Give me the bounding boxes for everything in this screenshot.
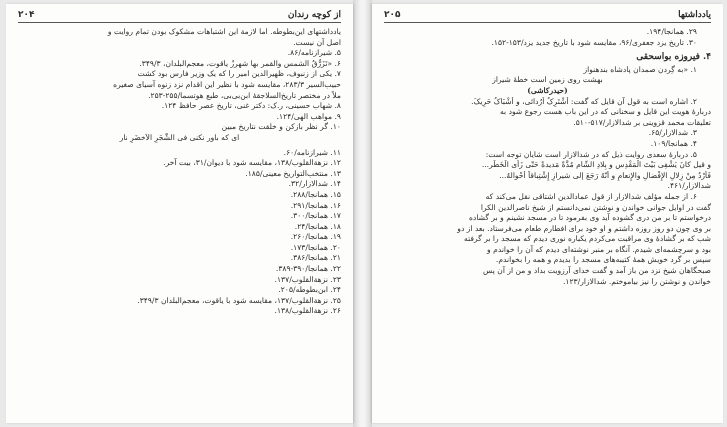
note-line: ۱۴. شدالازار/۳۲.: [288, 179, 341, 189]
note-line: ۱۸. همانجا/۲۴.: [294, 221, 341, 231]
note-line: ۷. یکی از زنبوف، ظهیرالدین امیر را که یک وزیر فارس بود کشت: [137, 69, 341, 79]
note-line: دربارهٔ هویت این قایل و سخنانی که در این باب هست رجوع شود به: [499, 107, 711, 117]
note-line: ۲۲. همانجا/۳۹۰-۳۸۹.: [275, 264, 341, 274]
right-page: [372, 4, 723, 423]
note-line: خواندن و نوشتن را نیز بیاموختم. شدالازار/۱۲۳.: [562, 276, 711, 286]
note-line: (حیدرکاشی): [527, 85, 568, 95]
note-line: ۱۱. شیرازنامه/۶۰.: [283, 147, 341, 157]
note-line: ۳. شدالازار/۶۵.: [648, 128, 697, 138]
left-page-notes: [18, 27, 341, 317]
note-line: و قیل کانَ یَشْفِی بَیْتَ الْمَقْدِس و بِلادِ الشّام مُدَّةً مَدیدةً حَتّی زَأَی الْخَطْر...: [481, 160, 711, 170]
note-line: درخواستم تا بر من دری گشوده آید وی بفرمود تا در مسجد نشینم و بر گشاده: [468, 213, 711, 223]
note-line: ای که باور نکنی فی الشَّجَرِ الاَخضَرِ نار: [119, 132, 240, 142]
note-line: ۱۹. همانجا/۲۶۰.: [290, 232, 341, 242]
note-line: ۲۵. نزهة‌القلوب/۱۳۷، مقایسه شود با یاقوت، معجم‌البلدان ۳۴۹/۳.: [137, 295, 341, 305]
note-line: ۱۷. همانجا/۳۰۰.: [290, 211, 341, 221]
note-line: بود و سرچشمه‌ای شیدم. آنگاه بر منبر نوشته‌ای دیدم که آن را خواندم و: [487, 244, 711, 254]
note-line: ۴. فیروزه بواسحقی: [636, 52, 711, 63]
note-line: ۱۵. همانجا/۲۸۸.: [290, 189, 341, 199]
note-line: ۱۲. نزهة‌القلوب/۱۳۸، مقایسه شود با دیوان/۳۱، بیت آخر.: [163, 158, 341, 168]
note-line: ۸. شهاب حسینی، ر.ک: دکتر غنی، تاریخ عصر حافظ ۱۲۴.: [161, 101, 341, 111]
note-line: ۵. شیرازنامه/۸۶.: [287, 48, 341, 58]
note-line: بهشت روی زمین است خطهٔ شیراز: [492, 75, 603, 85]
note-line: فَأُرْدُ مِنْ زِلالِ الإِفْضالِ والإِنعامِ و أَنّهُ رَجَعَ إلی شیرازِ إِشْتِباقاً أَحْوالهُ...: [499, 170, 711, 180]
note-line: ۱۳. منتخب‌التواریخ معینی/۱۸۵.: [245, 168, 341, 178]
note-line: ۵. دربارهٔ سعدی روایت ذیل که در شدالازار است شایان توجه است:: [485, 149, 697, 159]
note-line: ۲۳. نزهة‌القلوب/۱۳۷.: [274, 274, 341, 284]
note-line: ۶. «تَزَرُّقُ الشمس والقمر بها شهرزُ یاقوت، معجم‌البلدان، ۳۴۹/۳.: [139, 58, 341, 68]
note-line: ۹. مواهب الهی/۱۲۴.: [276, 111, 341, 121]
right-page-number: ۲۰۵: [384, 10, 401, 20]
note-line: شدالازار/۴۶۱.: [667, 181, 711, 191]
note-line: ۲۱. همانجا/۳۸۶.: [290, 253, 341, 263]
left-page: [6, 4, 353, 423]
note-line: شب که بر گشادهٔ وی مراقبت می‌کردم یکباره نوری دیدم که مسجد را بر گرفته: [464, 234, 711, 244]
note-line: حبیب‌السیر ۲۸۳/۳، مقایسه شود با نظیر این اقدام نزد زنوه آسیای صغیره: [113, 79, 341, 89]
note-line: ۲. اشاره است به قول آن قایل که گفت: أَشْتَرِکُ أُرُدائی، و أَشْبَاکُ حَرِیکَ.: [471, 96, 697, 106]
note-line: ۴. همانجا/۱۰۹.: [650, 138, 697, 148]
right-page-notes: [384, 27, 711, 287]
note-line: گفت در اوایل جوانی خواندن و نوشتن نمی‌دانستم از شیخ ناصرالدین الکرا: [480, 202, 711, 212]
left-page-number: ۲۰۴: [18, 10, 35, 20]
left-running-title: از کوچه رندان: [287, 10, 341, 20]
note-line: ۲۹. همانجا/۱۹۴.: [646, 27, 697, 36]
left-page-header: [18, 10, 341, 23]
book-gutter: [353, 0, 372, 427]
note-line: ۳۰. تاریخ یزد جعفری/۹۶، مقایسه شود با تاریخ جدید یزد/۱۵۳-۱۵۲.: [491, 37, 697, 47]
note-line: تعلیقات محمد قزوینی بر شدالازار/۵۱۷-۵۱۰.: [573, 117, 711, 127]
note-line: ۲۶. نزهة‌القلوب/۱۳۸.: [274, 306, 341, 316]
note-line: ۲۰. همانجا/۱۷۳.: [290, 242, 341, 252]
note-line: ۱. «به گِردن صمدان پادشاه بندهنواز: [583, 64, 697, 74]
note-line: بر وی چون دو روز روزه داشتم و او خود برای افطارم طعام می‌فرستاد. بعد از دو: [457, 223, 711, 233]
note-line: اصل آن نیست.: [293, 37, 341, 47]
right-page-header: [384, 10, 711, 23]
note-line: ۶. از جمله مؤلف شدالازار از قول عمادالدین اشتاقی نقل می‌کند که: [485, 191, 697, 201]
note-line: صبحگاهان شیخ نزد من باز آمد و گفت خدای آرزویت بداد و من از آن پس: [483, 266, 711, 276]
note-line: ملاً در مختصر تاریخ‌السلاجقهٔ ابن‌بی‌بی، طبع هوتسما/۲۵۵-۲۵۳.: [148, 90, 341, 100]
note-line: ۲۴. ابن‌بطوطه/۲۰۵.: [278, 285, 341, 295]
note-line: سپس بر گرد خویش همهٔ کتیبه‌های مسجد را بدیدم و همه را بخواندم.: [495, 255, 711, 265]
note-line: ۱۶. همانجا/۲۹۱.: [290, 200, 341, 210]
right-running-title: یادداشتها: [678, 10, 711, 20]
note-line: ۱۰. گر نظر بازکن و خلقت نتاریخ مبین: [221, 122, 341, 132]
note-line: یادداشتهای این‌بطوطه. اما لازمة این اشتباهات مشکوک بودن تمام روایت و: [107, 27, 341, 36]
